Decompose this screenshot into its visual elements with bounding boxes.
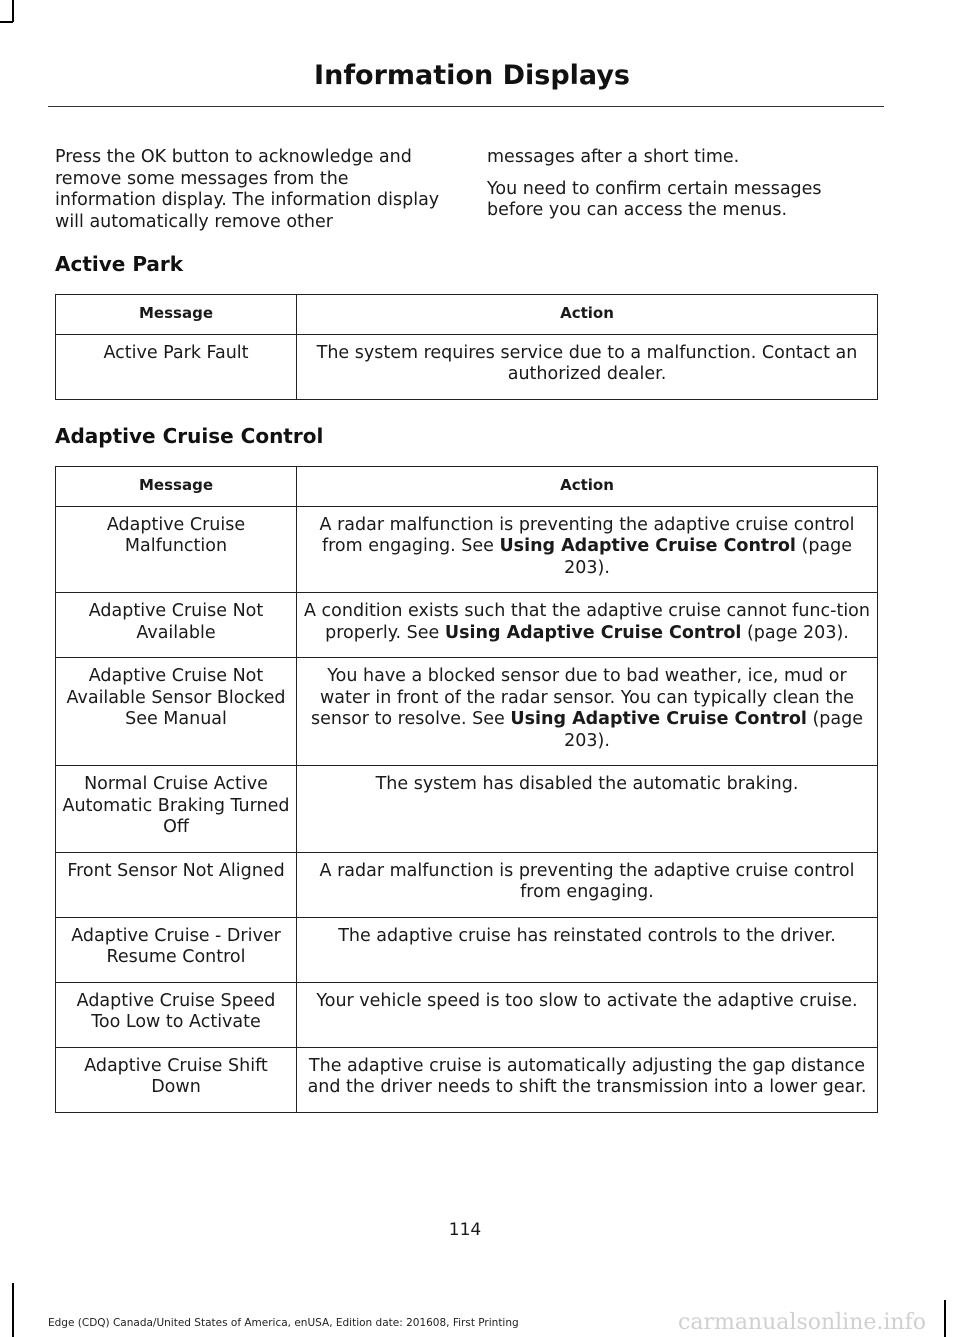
intro-paragraph: Press the OK button to acknowledge and remove some messages from the information display. The information display will automatically remove other: [55, 147, 440, 232]
table-row: [56, 593, 878, 658]
cross-reference-link[interactable]: Using Adaptive Cruise Control: [510, 709, 807, 729]
table-row: [56, 852, 878, 917]
table-row: [56, 917, 878, 982]
page-reference: (page 203).: [564, 709, 863, 751]
action-cell: The system requires service due to a malfunction. Contact an authorized dealer.: [297, 334, 878, 399]
crop-mark: [944, 1300, 946, 1337]
table-row: [56, 658, 878, 766]
message-cell: Adaptive Cruise - Driver Resume Control: [56, 917, 297, 982]
page-title: Information Displays: [314, 60, 630, 91]
section-heading-active-park: Active Park: [55, 252, 184, 276]
action-text: A radar malfunction is preventing the adaptive cruise control from engaging. See: [319, 514, 855, 556]
header-divider: [48, 106, 884, 107]
intro-right-column: [487, 147, 877, 243]
crop-mark: [0, 21, 13, 23]
message-cell: Adaptive Cruise Shift Down: [56, 1047, 297, 1112]
action-cell: The adaptive cruise has reinstated controls to the driver.: [297, 917, 878, 982]
column-header-action: Action: [297, 467, 878, 507]
intro-left-column: [55, 147, 445, 243]
active-park-table: [55, 294, 878, 400]
intro-paragraph: You need to confirm certain messages before you can access the menus.: [487, 178, 822, 220]
table-header-row: [56, 467, 878, 507]
action-text: A condition exists such that the adaptive cruise cannot func-tion properly. See: [304, 601, 870, 643]
table-row: [56, 1047, 878, 1112]
page-number: 114: [448, 1220, 482, 1240]
action-cell: The system has disabled the automatic braking.: [297, 766, 878, 853]
message-cell: Adaptive Cruise Not Available: [56, 593, 297, 658]
message-cell: Adaptive Cruise Not Available Sensor Blocked See Manual: [56, 658, 297, 766]
table-header-row: [56, 295, 878, 335]
action-cell: A radar malfunction is preventing the adaptive cruise control from engaging.: [297, 852, 878, 917]
adaptive-cruise-table: [55, 466, 878, 1113]
cross-reference-link[interactable]: Using Adaptive Cruise Control: [444, 622, 742, 643]
page-reference: (page 203).: [741, 622, 849, 643]
message-cell: Active Park Fault: [56, 334, 297, 399]
watermark: carmanualsonline.info: [678, 1310, 926, 1335]
crop-mark: [12, 0, 14, 22]
table-row: [56, 766, 878, 853]
section-heading-adaptive-cruise: Adaptive Cruise Control: [55, 424, 324, 448]
table-row: [56, 982, 878, 1047]
action-cell: Your vehicle speed is too slow to activate the adaptive cruise.: [297, 982, 878, 1047]
table-row: [56, 334, 878, 399]
column-header-action: Action: [297, 295, 878, 335]
column-header-message: Message: [56, 467, 297, 507]
page-reference: (page 203).: [564, 536, 853, 578]
message-cell: Adaptive Cruise Malfunction: [56, 506, 297, 593]
column-header-message: Message: [56, 295, 297, 335]
action-cell: [297, 506, 878, 593]
intro-text: [55, 147, 877, 243]
action-cell: The adaptive cruise is automatically adjusting the gap distance and the driver needs to shift the transmission into a lower gear.: [297, 1047, 878, 1112]
message-cell: Adaptive Cruise Speed Too Low to Activate: [56, 982, 297, 1047]
message-cell: Front Sensor Not Aligned: [56, 852, 297, 917]
action-text: You have a blocked sensor due to bad weather, ice, mud or water in front of the radar sensor. You can typically clean the sensor to resolve. See: [310, 666, 855, 729]
action-cell: [297, 658, 878, 766]
intro-paragraph: messages after a short time.: [487, 147, 740, 167]
action-cell: [297, 593, 878, 658]
crop-mark: [12, 1283, 14, 1337]
message-cell: Normal Cruise Active Automatic Braking Turned Off: [56, 766, 297, 853]
table-row: [56, 506, 878, 593]
cross-reference-link[interactable]: Using Adaptive Cruise Control: [499, 536, 796, 556]
footer-edition-info: Edge (CDQ) Canada/United States of America, enUSA, Edition date: 201608, First Printing: [48, 1317, 519, 1329]
